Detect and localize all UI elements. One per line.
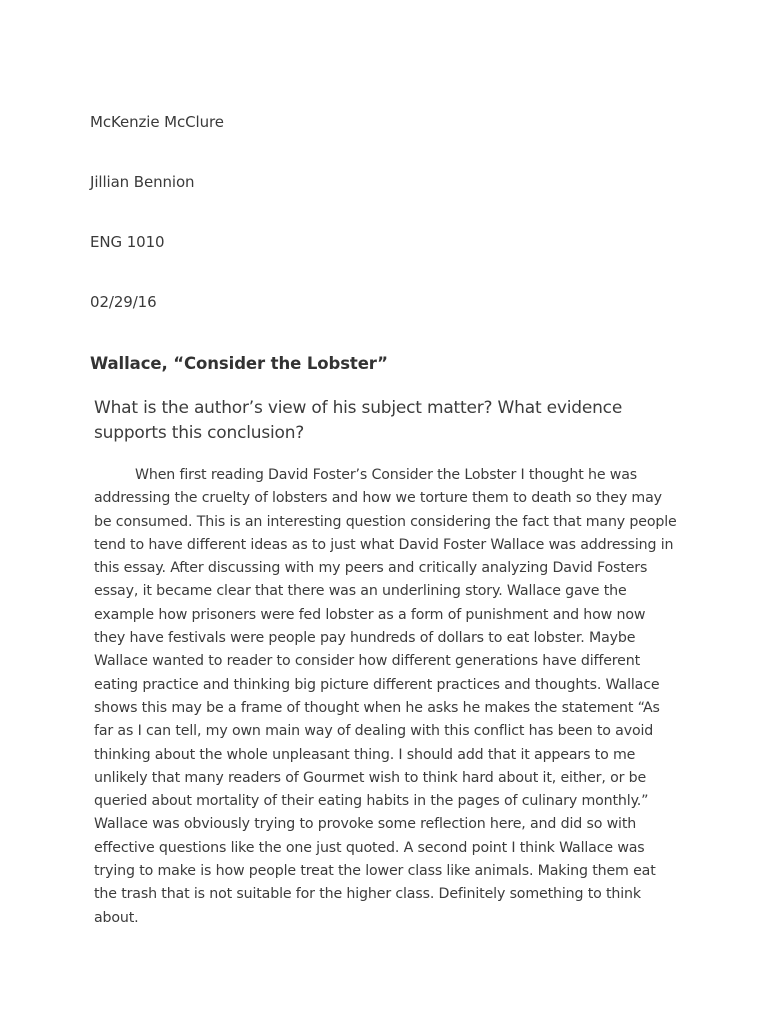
body-line: essay, it became clear that there was an underlining story. Wallace gave the	[94, 583, 627, 600]
body-line: Wallace was obviously trying to provoke some reflection here, and did so with	[94, 816, 637, 833]
body-line: they have festivals were people pay hundreds of dollars to eat lobster. Maybe	[94, 630, 636, 647]
body-line: queried about mortality of their eating habits in the pages of culinary monthly.”	[94, 793, 649, 810]
essay-question: What is the author’s view of his subject matter? What evidence supports this conclusion?	[94, 398, 623, 443]
document-date: 02/29/16	[90, 293, 157, 311]
author-name: McKenzie McClure	[90, 113, 224, 131]
body-line: this essay. After discussing with my peers and critically analyzing David Fosters	[94, 560, 648, 577]
body-line: effective questions like the one just quoted. A second point I think Wallace was	[94, 839, 645, 856]
body-line: Wallace wanted to reader to consider how different generations have different	[94, 653, 641, 670]
body-line: far as I can tell, my own main way of dealing with this conflict has been to avoid	[94, 723, 654, 740]
body-line: eating practice and thinking big picture different practices and thoughts. Wallace	[94, 676, 660, 693]
essay-body	[94, 464, 684, 930]
body-line: addressing the cruelty of lobsters and how we torture them to death so they may	[94, 490, 662, 507]
body-line: the trash that is not suitable for the higher class. Definitely something to think	[94, 886, 641, 903]
body-line: be consumed. This is an interesting question considering the fact that many people	[94, 513, 677, 530]
body-line: tend to have different ideas as to just what David Foster Wallace was addressing in	[94, 536, 674, 553]
body-line: trying to make is how people treat the lower class like animals. Making them eat	[94, 863, 656, 880]
body-line: example how prisoners were fed lobster as a form of punishment and how now	[94, 606, 646, 623]
essay-title: Wallace, “Consider the Lobster”	[90, 354, 388, 373]
course-code: ENG 1010	[90, 233, 165, 251]
body-line: thinking about the whole unpleasant thing. I should add that it appears to me	[94, 746, 636, 763]
instructor-name: Jillian Bennion	[90, 173, 195, 191]
body-line: When first reading David Foster’s Consider the Lobster I thought he was	[135, 467, 638, 483]
body-line: about.	[94, 909, 139, 926]
body-line: shows this may be a frame of thought when he asks he makes the statement “As	[94, 699, 660, 716]
body-line: unlikely that many readers of Gourmet wish to think hard about it, either, or be	[94, 769, 647, 786]
